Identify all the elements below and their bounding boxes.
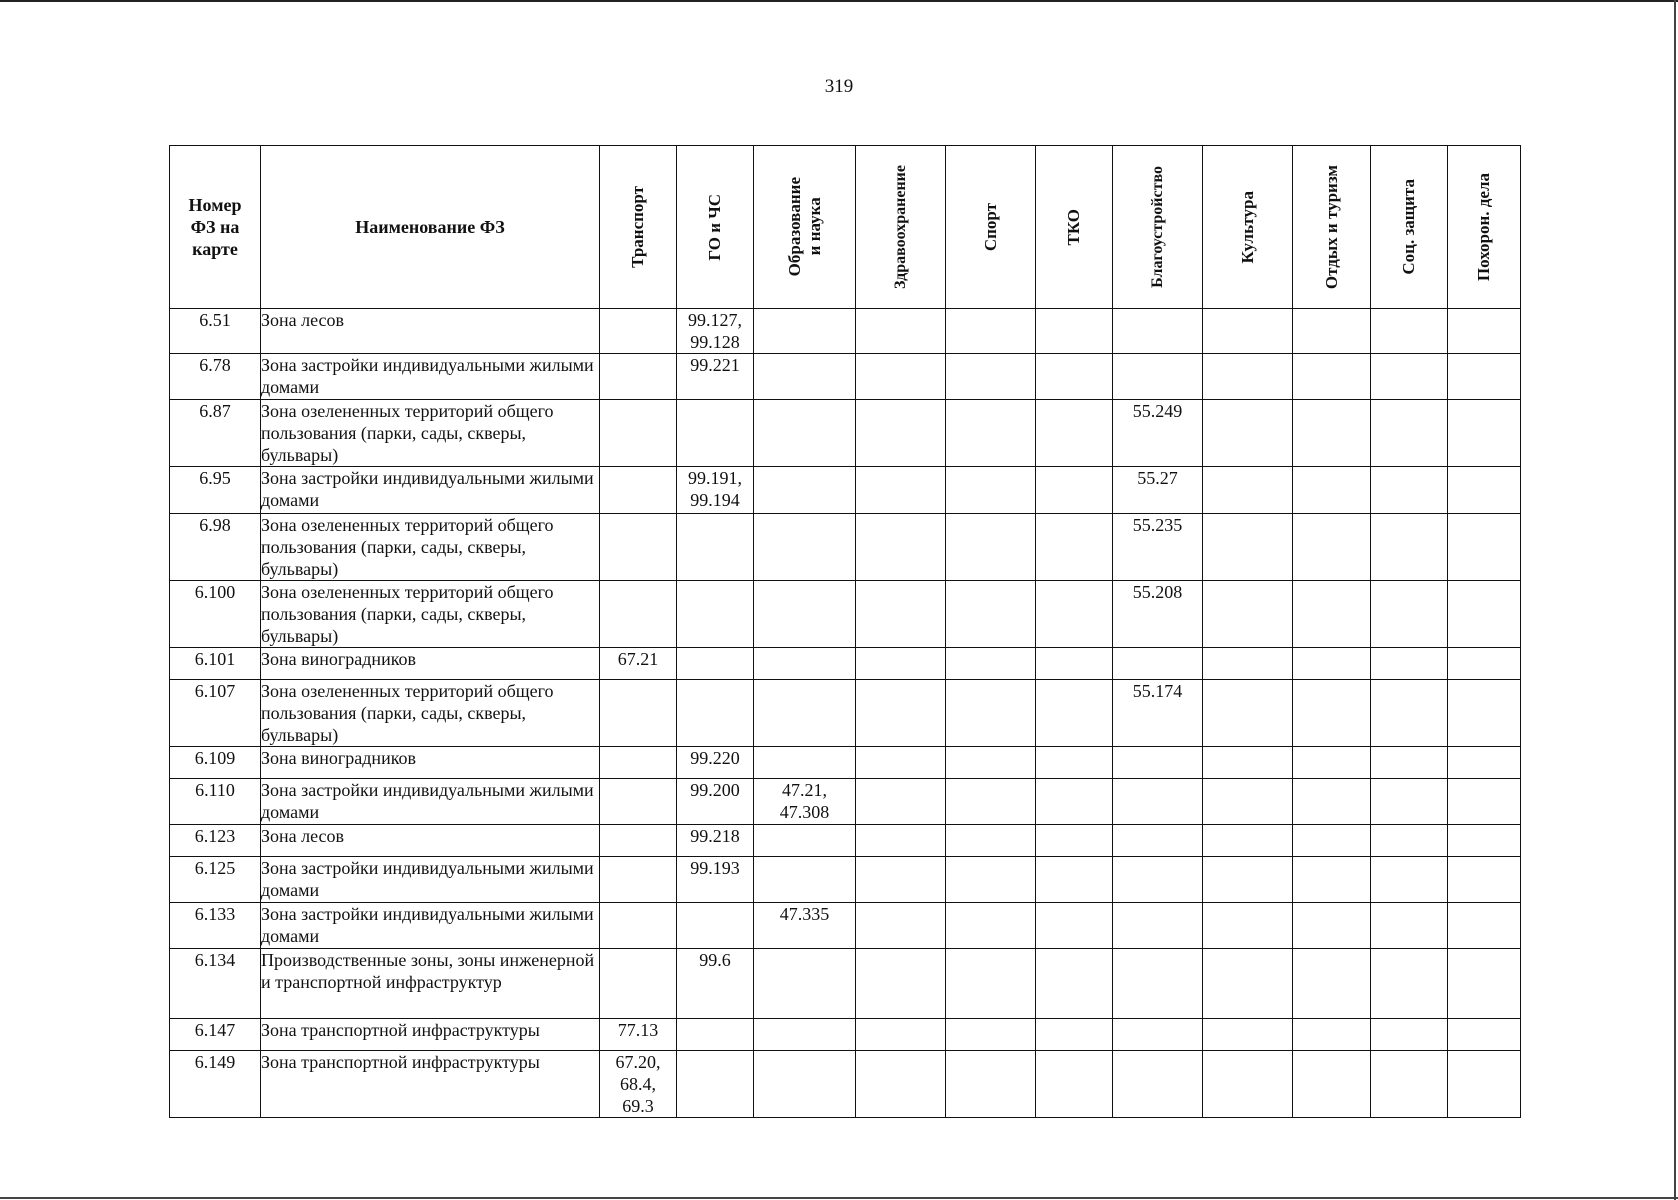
cell-leisure [1293, 514, 1371, 581]
cell-transport [600, 309, 677, 354]
cell-culture [1203, 581, 1293, 648]
cell-zone-number: 6.125 [170, 857, 261, 903]
cell-education [754, 400, 856, 467]
cell-healthcare [856, 309, 946, 354]
cell-tko [1036, 467, 1113, 514]
table-row [170, 309, 1521, 354]
col-header-number-label: Номер ФЗ на карте [188, 195, 242, 259]
cell-tko [1036, 825, 1113, 857]
cell-zone-name: Зона транспортной инфраструктуры [261, 1051, 600, 1118]
cell-zone-number: 6.87 [170, 400, 261, 467]
cell-sport [946, 581, 1036, 648]
cell-go-chs [677, 903, 754, 949]
col-header-culture-label: Культура [1237, 190, 1257, 264]
cell-education [754, 857, 856, 903]
cell-transport [600, 354, 677, 400]
cell-sport [946, 1019, 1036, 1051]
cell-transport [600, 581, 677, 648]
cell-funeral [1448, 680, 1521, 747]
cell-zone-name: Зона лесов [261, 825, 600, 857]
cell-transport [600, 400, 677, 467]
cell-culture [1203, 1051, 1293, 1118]
col-header-funeral-label: Похорон. дела [1474, 172, 1493, 282]
cell-culture [1203, 857, 1293, 903]
cell-funeral [1448, 354, 1521, 400]
table-row [170, 581, 1521, 648]
cell-zone-number: 6.110 [170, 779, 261, 825]
cell-zone-name: Зона озелененных территорий общего пользования (парки, сады, скверы, бульвары) [261, 400, 600, 467]
cell-funeral [1448, 747, 1521, 779]
cell-transport [600, 467, 677, 514]
cell-tko [1036, 747, 1113, 779]
col-header-healthcare-label: Здравоохранение [891, 165, 909, 289]
cell-tko [1036, 1051, 1113, 1118]
cell-leisure [1293, 747, 1371, 779]
cell-improvement [1113, 779, 1203, 825]
col-header-healthcare [856, 146, 946, 309]
cell-leisure [1293, 648, 1371, 680]
cell-healthcare [856, 903, 946, 949]
cell-healthcare [856, 581, 946, 648]
cell-sport [946, 400, 1036, 467]
cell-zone-number: 6.133 [170, 903, 261, 949]
cell-transport: 67.21 [600, 648, 677, 680]
cell-healthcare [856, 857, 946, 903]
cell-funeral [1448, 309, 1521, 354]
cell-tko [1036, 857, 1113, 903]
cell-leisure [1293, 354, 1371, 400]
cell-education [754, 354, 856, 400]
cell-zone-name: Зона озелененных территорий общего пользования (парки, сады, скверы, бульвары) [261, 680, 600, 747]
col-header-transport [600, 146, 677, 309]
cell-zone-number: 6.149 [170, 1051, 261, 1118]
col-header-sport [946, 146, 1036, 309]
cell-leisure [1293, 903, 1371, 949]
cell-go-chs [677, 514, 754, 581]
cell-improvement [1113, 1051, 1203, 1118]
cell-improvement [1113, 1019, 1203, 1051]
zones-table [169, 145, 1521, 1118]
cell-leisure [1293, 857, 1371, 903]
cell-tko [1036, 400, 1113, 467]
cell-social [1371, 747, 1448, 779]
cell-leisure [1293, 779, 1371, 825]
cell-sport [946, 1051, 1036, 1118]
cell-transport [600, 825, 677, 857]
cell-funeral [1448, 779, 1521, 825]
table-header-row [170, 146, 1521, 309]
cell-healthcare [856, 825, 946, 857]
cell-zone-name: Зона застройки индивидуальными жилыми домами [261, 903, 600, 949]
cell-tko [1036, 1019, 1113, 1051]
cell-sport [946, 747, 1036, 779]
col-header-education-label: Образование и наука [784, 177, 824, 277]
cell-healthcare [856, 648, 946, 680]
cell-zone-number: 6.123 [170, 825, 261, 857]
cell-culture [1203, 1019, 1293, 1051]
cell-transport [600, 857, 677, 903]
cell-improvement [1113, 949, 1203, 1019]
cell-sport [946, 949, 1036, 1019]
cell-culture [1203, 680, 1293, 747]
cell-funeral [1448, 400, 1521, 467]
cell-social [1371, 514, 1448, 581]
cell-culture [1203, 949, 1293, 1019]
cell-education [754, 949, 856, 1019]
cell-education [754, 648, 856, 680]
cell-tko [1036, 648, 1113, 680]
cell-leisure [1293, 1051, 1371, 1118]
col-header-sport-label: Спорт [980, 202, 1000, 252]
cell-leisure [1293, 467, 1371, 514]
cell-healthcare [856, 400, 946, 467]
cell-transport [600, 949, 677, 1019]
cell-go-chs: 99.193 [677, 857, 754, 903]
cell-zone-number: 6.95 [170, 467, 261, 514]
cell-improvement: 55.249 [1113, 400, 1203, 467]
col-header-culture [1203, 146, 1293, 309]
cell-social [1371, 949, 1448, 1019]
cell-go-chs: 99.218 [677, 825, 754, 857]
cell-culture [1203, 825, 1293, 857]
cell-tko [1036, 581, 1113, 648]
cell-social [1371, 400, 1448, 467]
cell-improvement: 55.208 [1113, 581, 1203, 648]
cell-go-chs: 99.221 [677, 354, 754, 400]
cell-funeral [1448, 581, 1521, 648]
cell-zone-number: 6.51 [170, 309, 261, 354]
cell-education: 47.335 [754, 903, 856, 949]
cell-funeral [1448, 903, 1521, 949]
cell-social [1371, 309, 1448, 354]
cell-education [754, 680, 856, 747]
cell-healthcare [856, 747, 946, 779]
cell-go-chs: 99.191, 99.194 [677, 467, 754, 514]
cell-funeral [1448, 467, 1521, 514]
col-header-go-chs-label: ГО и ЧС [705, 193, 724, 261]
col-header-name [261, 146, 600, 309]
table-row [170, 354, 1521, 400]
cell-culture [1203, 467, 1293, 514]
table-row [170, 1019, 1521, 1051]
cell-go-chs [677, 680, 754, 747]
cell-culture [1203, 648, 1293, 680]
cell-social [1371, 857, 1448, 903]
cell-culture [1203, 400, 1293, 467]
cell-culture [1203, 903, 1293, 949]
cell-transport [600, 779, 677, 825]
cell-zone-name: Зона застройки индивидуальными жилыми домами [261, 857, 600, 903]
table-row [170, 779, 1521, 825]
cell-zone-name: Зона озелененных территорий общего пользования (парки, сады, скверы, бульвары) [261, 514, 600, 581]
cell-transport [600, 680, 677, 747]
table-row [170, 467, 1521, 514]
cell-improvement [1113, 648, 1203, 680]
cell-funeral [1448, 857, 1521, 903]
cell-leisure [1293, 949, 1371, 1019]
cell-improvement [1113, 857, 1203, 903]
col-header-social [1371, 146, 1448, 309]
cell-tko [1036, 309, 1113, 354]
cell-improvement [1113, 354, 1203, 400]
cell-funeral [1448, 648, 1521, 680]
cell-sport [946, 680, 1036, 747]
cell-sport [946, 779, 1036, 825]
cell-culture [1203, 514, 1293, 581]
cell-culture [1203, 747, 1293, 779]
col-header-education [754, 146, 856, 309]
cell-zone-number: 6.100 [170, 581, 261, 648]
table-row [170, 903, 1521, 949]
cell-leisure [1293, 400, 1371, 467]
cell-funeral [1448, 825, 1521, 857]
cell-tko [1036, 949, 1113, 1019]
cell-transport [600, 747, 677, 779]
cell-improvement [1113, 903, 1203, 949]
cell-transport [600, 903, 677, 949]
cell-zone-name: Зона лесов [261, 309, 600, 354]
cell-zone-name: Зона транспортной инфраструктуры [261, 1019, 600, 1051]
cell-education [754, 581, 856, 648]
col-header-leisure-label: Отдых и туризм [1321, 164, 1341, 290]
cell-zone-number: 6.101 [170, 648, 261, 680]
cell-tko [1036, 903, 1113, 949]
cell-sport [946, 857, 1036, 903]
cell-healthcare [856, 1019, 946, 1051]
cell-healthcare [856, 680, 946, 747]
cell-sport [946, 467, 1036, 514]
scan-border-bottom [0, 1197, 1678, 1199]
table-row [170, 747, 1521, 779]
table-row [170, 857, 1521, 903]
col-header-tko-label: ТКО [1064, 208, 1083, 246]
cell-leisure [1293, 1019, 1371, 1051]
cell-sport [946, 903, 1036, 949]
cell-go-chs: 99.127, 99.128 [677, 309, 754, 354]
cell-zone-number: 6.147 [170, 1019, 261, 1051]
col-header-improvement [1113, 146, 1203, 309]
scan-border-top [0, 0, 1678, 2]
cell-culture [1203, 779, 1293, 825]
cell-healthcare [856, 779, 946, 825]
col-header-go-chs [677, 146, 754, 309]
table-row [170, 514, 1521, 581]
table-row [170, 680, 1521, 747]
cell-leisure [1293, 680, 1371, 747]
cell-sport [946, 514, 1036, 581]
col-header-tko [1036, 146, 1113, 309]
cell-social [1371, 680, 1448, 747]
cell-healthcare [856, 1051, 946, 1118]
cell-tko [1036, 680, 1113, 747]
cell-zone-name: Зона застройки индивидуальными жилыми домами [261, 779, 600, 825]
cell-zone-number: 6.134 [170, 949, 261, 1019]
col-header-number [170, 146, 261, 309]
cell-tko [1036, 354, 1113, 400]
cell-leisure [1293, 825, 1371, 857]
table-row [170, 648, 1521, 680]
cell-leisure [1293, 581, 1371, 648]
cell-zone-name: Зона виноградников [261, 648, 600, 680]
cell-tko [1036, 779, 1113, 825]
cell-zone-number: 6.98 [170, 514, 261, 581]
col-header-name-label: Наименование ФЗ [355, 217, 505, 237]
cell-social [1371, 354, 1448, 400]
cell-education [754, 309, 856, 354]
cell-zone-name: Зона застройки индивидуальными жилыми домами [261, 467, 600, 514]
cell-zone-name: Производственные зоны, зоны инженерной и транспортной инфраструктур [261, 949, 600, 1019]
table-row [170, 1051, 1521, 1118]
cell-culture [1203, 309, 1293, 354]
cell-improvement: 55.235 [1113, 514, 1203, 581]
cell-funeral [1448, 1051, 1521, 1118]
col-header-transport-label: Транспорт [628, 186, 647, 268]
cell-tko [1036, 514, 1113, 581]
cell-go-chs [677, 400, 754, 467]
cell-zone-number: 6.78 [170, 354, 261, 400]
cell-funeral [1448, 949, 1521, 1019]
cell-go-chs: 99.200 [677, 779, 754, 825]
cell-zone-number: 6.107 [170, 680, 261, 747]
cell-zone-name: Зона застройки индивидуальными жилыми домами [261, 354, 600, 400]
cell-education [754, 467, 856, 514]
cell-social [1371, 903, 1448, 949]
cell-social [1371, 648, 1448, 680]
col-header-funeral [1448, 146, 1521, 309]
cell-funeral [1448, 514, 1521, 581]
cell-improvement [1113, 825, 1203, 857]
cell-go-chs [677, 581, 754, 648]
cell-improvement: 55.27 [1113, 467, 1203, 514]
cell-culture [1203, 354, 1293, 400]
cell-education [754, 514, 856, 581]
cell-transport [600, 514, 677, 581]
table-body [170, 309, 1521, 1118]
cell-healthcare [856, 514, 946, 581]
page-number: 319 [824, 76, 854, 97]
cell-education [754, 747, 856, 779]
cell-go-chs [677, 648, 754, 680]
col-header-leisure [1293, 146, 1371, 309]
cell-go-chs [677, 1051, 754, 1118]
cell-education: 47.21, 47.308 [754, 779, 856, 825]
cell-sport [946, 354, 1036, 400]
cell-social [1371, 1019, 1448, 1051]
cell-go-chs: 99.220 [677, 747, 754, 779]
cell-education [754, 1051, 856, 1118]
cell-zone-name: Зона виноградников [261, 747, 600, 779]
cell-funeral [1448, 1019, 1521, 1051]
cell-sport [946, 825, 1036, 857]
cell-go-chs: 99.6 [677, 949, 754, 1019]
cell-transport: 77.13 [600, 1019, 677, 1051]
cell-healthcare [856, 467, 946, 514]
cell-healthcare [856, 354, 946, 400]
cell-social [1371, 1051, 1448, 1118]
table-row [170, 400, 1521, 467]
col-header-improvement-label: Благоустройство [1148, 166, 1166, 288]
cell-healthcare [856, 949, 946, 1019]
cell-improvement [1113, 747, 1203, 779]
cell-transport: 67.20, 68.4, 69.3 [600, 1051, 677, 1118]
scan-border-right [1674, 0, 1676, 1200]
cell-education [754, 1019, 856, 1051]
cell-social [1371, 825, 1448, 857]
table-row [170, 825, 1521, 857]
cell-social [1371, 467, 1448, 514]
cell-sport [946, 648, 1036, 680]
col-header-social-label: Соц. защита [1399, 179, 1418, 275]
cell-social [1371, 581, 1448, 648]
cell-social [1371, 779, 1448, 825]
cell-improvement: 55.174 [1113, 680, 1203, 747]
cell-education [754, 825, 856, 857]
cell-zone-number: 6.109 [170, 747, 261, 779]
cell-sport [946, 309, 1036, 354]
table-row [170, 949, 1521, 1019]
cell-zone-name: Зона озелененных территорий общего пользования (парки, сады, скверы, бульвары) [261, 581, 600, 648]
cell-improvement [1113, 309, 1203, 354]
cell-leisure [1293, 309, 1371, 354]
cell-go-chs [677, 1019, 754, 1051]
